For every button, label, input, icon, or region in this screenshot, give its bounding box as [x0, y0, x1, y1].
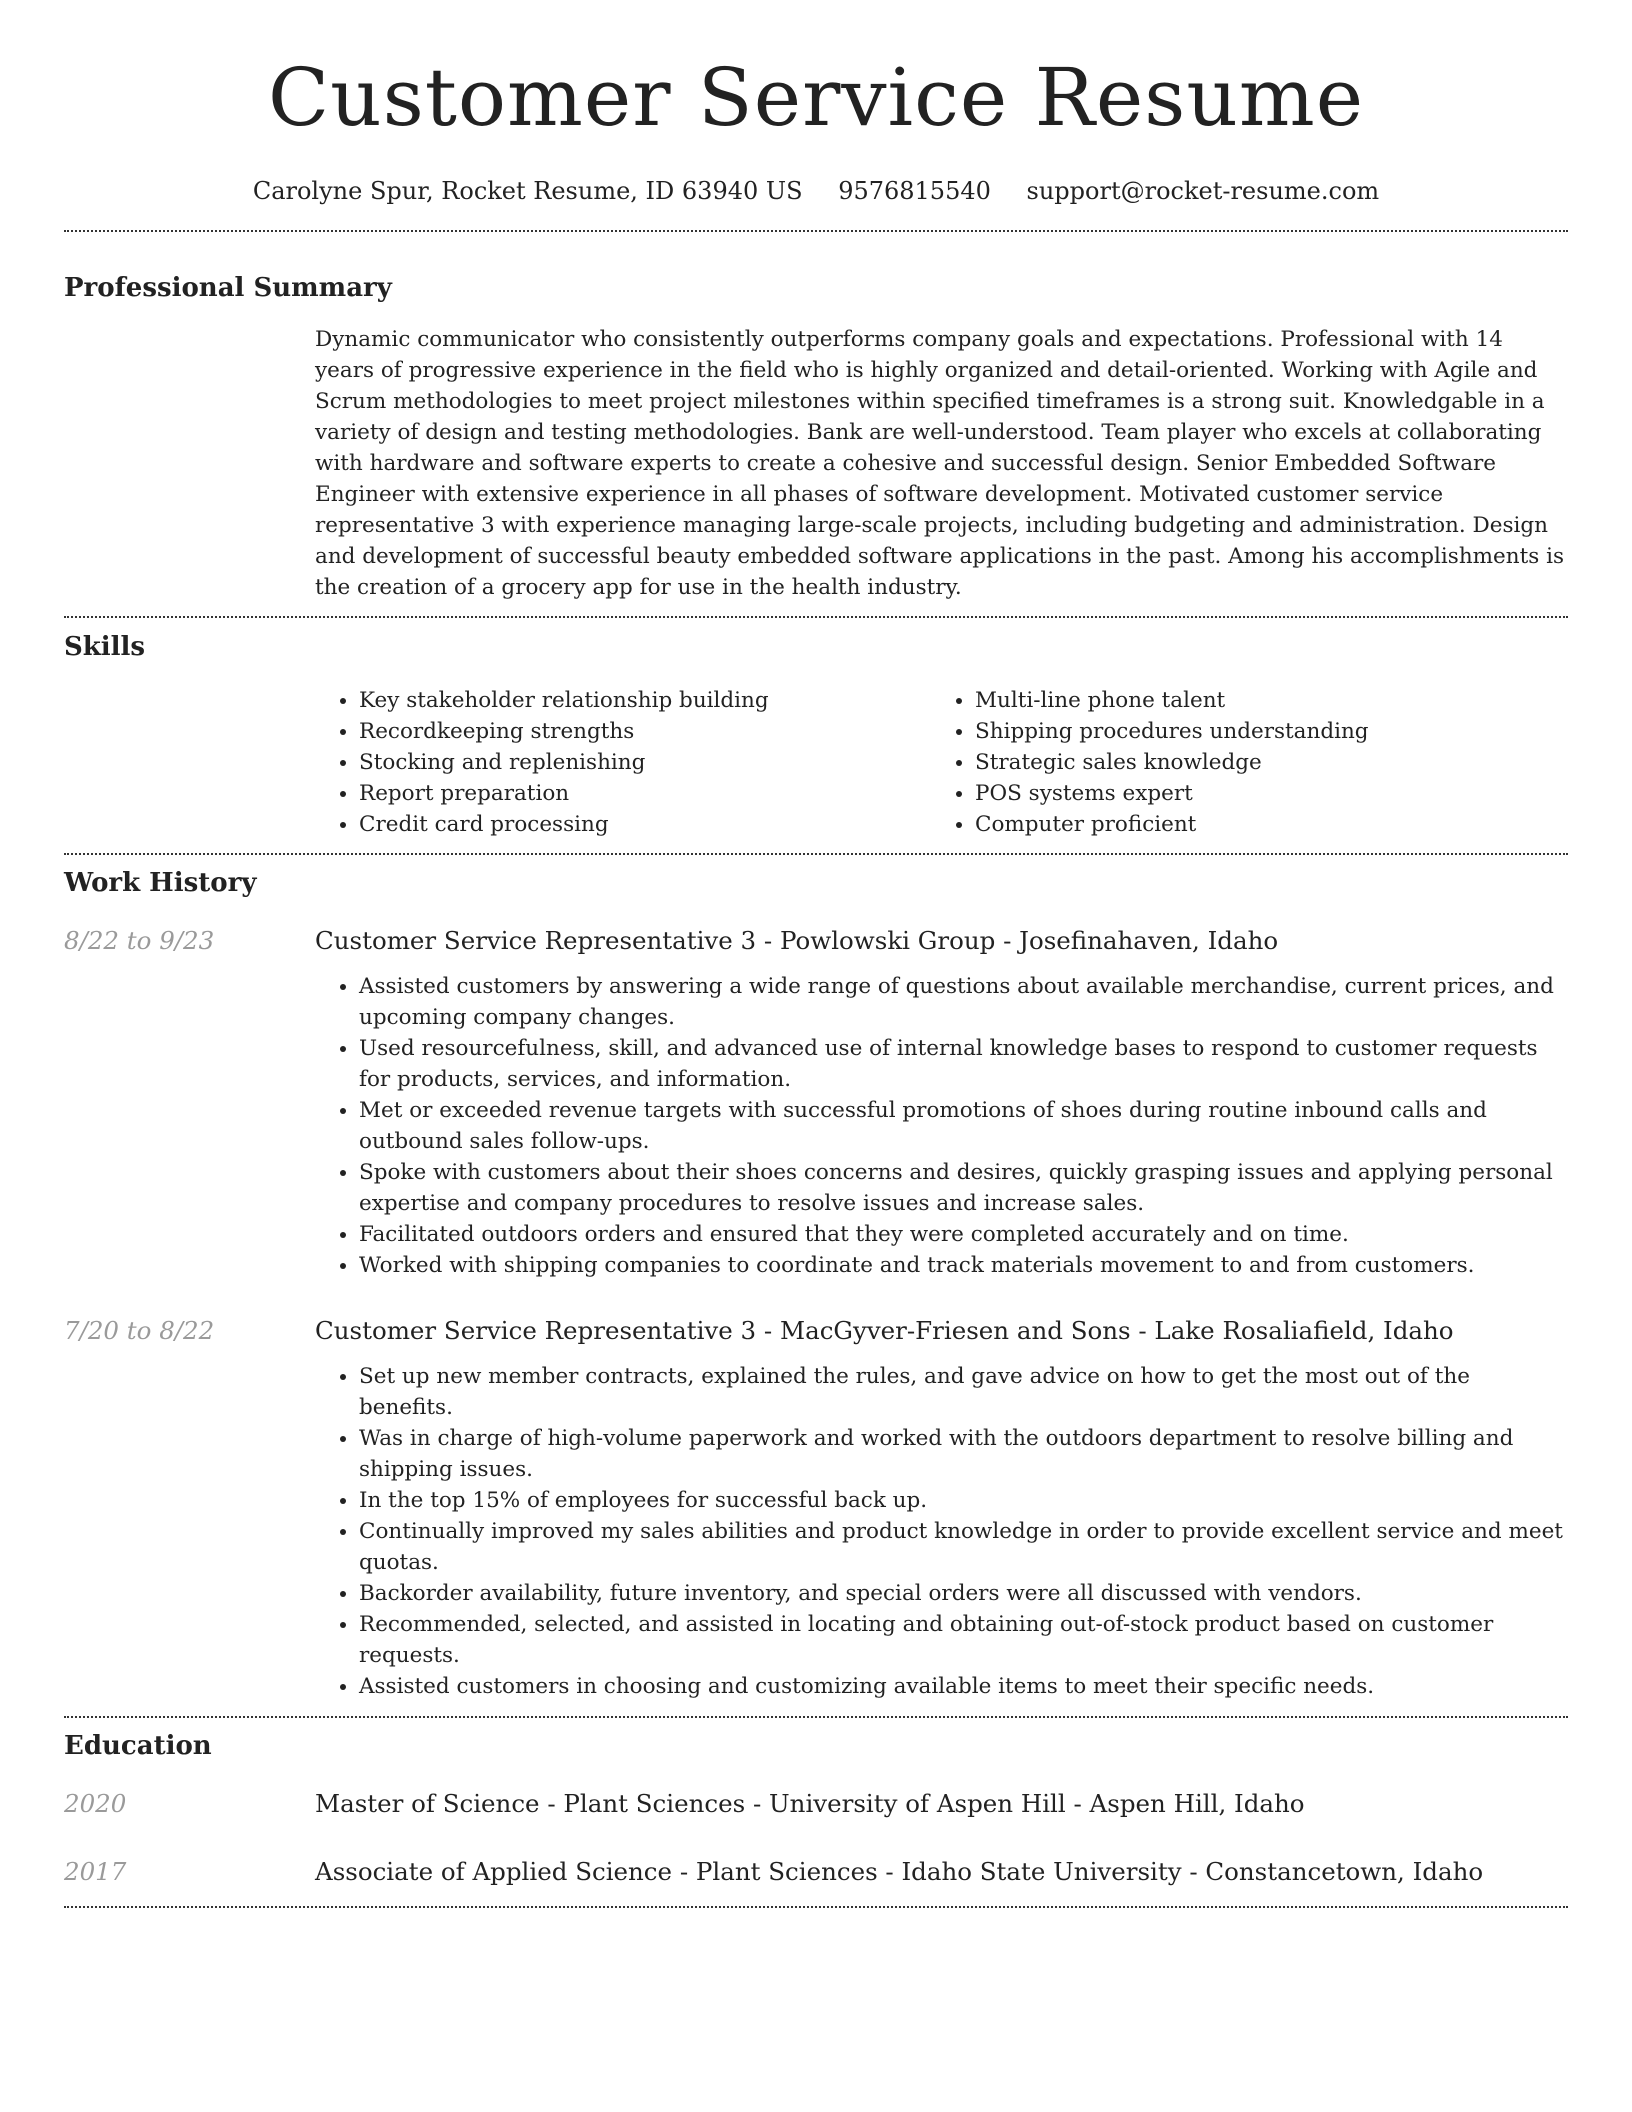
job-bullet: • Spoke with customers about their shoes concerns and desires, quickly grasping issues and applying personal expertise and company procedures to resolve issues and increase sales.	[359, 1157, 1568, 1219]
contact-line	[64, 176, 1568, 206]
summary-text: Dynamic communicator who consistently outperforms company goals and expectations. Professional with 14 years of progressive experience in the field who is highly organized and detail-oriented. Working with Agile and Scrum methodologies to meet project milestones within specified timeframes is a strong suit. Knowledgable in a variety of design and testing methodologies. Bank are well-understood. Team player who excels at collaborating with hardware and software experts to create a cohesive and successful design. Senior Embedded Software Engineer with extensive experience in all phases of software development. Motivated customer service representative 3 with experience managing large-scale projects, including budgeting and administration. Design and development of successful beauty embedded software applications in the past. Among his accomplishments is the creation of a grocery app for use in the health industry.	[315, 327, 1565, 600]
summary-section	[315, 324, 1568, 603]
summary-heading: Professional Summary	[64, 273, 392, 303]
education-entry	[64, 1856, 1568, 1888]
divider	[64, 230, 1568, 232]
job-title: Customer Service Representative 3 - MacGyver-Friesen and Sons - Lake Rosaliafield, Idaho	[315, 1316, 1454, 1345]
divider	[64, 853, 1568, 855]
skills-heading: Skills	[64, 632, 146, 662]
divider	[64, 1716, 1568, 1718]
job-bullet: • Met or exceeded revenue targets with successful promotions of shoes during routine inbound calls and outbound sales follow-ups.	[359, 1095, 1568, 1157]
job-bullet: • Facilitated outdoors orders and ensured that they were completed accurately and on time.	[359, 1219, 1568, 1250]
job-bullet: • Set up new member contracts, explained the rules, and gave advice on how to get the most out of the benefits.	[359, 1361, 1568, 1423]
job-bullets	[315, 1361, 1568, 1702]
job-entry	[64, 1315, 1568, 1702]
education-heading: Education	[64, 1731, 212, 1761]
skill-item: • Recordkeeping strengths	[359, 716, 931, 747]
job-title: Customer Service Representative 3 - Powlowski Group - Josefinahaven, Idaho	[315, 926, 1279, 955]
job-bullet: • Assisted customers in choosing and customizing available items to meet their specific needs.	[359, 1671, 1568, 1702]
resume-page	[64, 0, 1568, 1908]
contact-address: Carolyne Spur, Rocket Resume, ID 63940 US	[252, 177, 803, 205]
job-bullet: • Used resourcefulness, skill, and advanced use of internal knowledge bases to respond to customer requests for products, services, and information.	[359, 1033, 1568, 1095]
divider	[64, 1906, 1568, 1908]
job-bullet: • In the top 15% of employees for successful back up.	[359, 1485, 1568, 1516]
education-degree: Master of Science - Plant Sciences - University of Aspen Hill - Aspen Hill, Idaho	[315, 1789, 1305, 1818]
job-bullet: • Was in charge of high-volume paperwork and worked with the outdoors department to resolve billing and shipping issues.	[359, 1423, 1568, 1485]
job-bullet: • Continually improved my sales abilities and product knowledge in order to provide excellent service and meet quotas.	[359, 1516, 1568, 1578]
skill-item: • Report preparation	[359, 778, 931, 809]
work-heading: Work History	[64, 868, 257, 898]
resume-title: Customer Service Resume	[267, 51, 1365, 144]
job-bullet: • Assisted customers by answering a wide range of questions about available merchandise, current prices, and upcoming company changes.	[359, 971, 1568, 1033]
education-year: 2020	[64, 1789, 127, 1818]
job-entry	[64, 925, 1568, 1281]
skill-item: • Strategic sales knowledge	[975, 747, 1547, 778]
skill-item: • Key stakeholder relationship building	[359, 685, 931, 716]
education-degree: Associate of Applied Science - Plant Sciences - Idaho State University - Constancetown, Idaho	[315, 1857, 1484, 1886]
skill-item: • Multi-line phone talent	[975, 685, 1547, 716]
skills-column-right	[931, 685, 1547, 840]
education-entry	[64, 1788, 1568, 1820]
skill-item: • POS systems expert	[975, 778, 1547, 809]
skill-item: • Computer proficient	[975, 809, 1547, 840]
skills-list	[315, 685, 1568, 840]
job-bullet: • Backorder availability, future inventory, and special orders were all discussed with vendors.	[359, 1578, 1568, 1609]
job-dates: 7/20 to 8/22	[64, 1316, 215, 1345]
skill-item: • Stocking and replenishing	[359, 747, 931, 778]
education-year: 2017	[64, 1857, 127, 1886]
job-bullets	[315, 971, 1568, 1281]
contact-phone: 9576815540	[838, 177, 991, 205]
skill-item: • Shipping procedures understanding	[975, 716, 1547, 747]
job-bullet: • Worked with shipping companies to coordinate and track materials movement to and from customers.	[359, 1250, 1568, 1281]
divider	[64, 616, 1568, 618]
skills-column-left	[315, 685, 931, 840]
job-dates: 8/22 to 9/23	[64, 926, 215, 955]
job-bullet: • Recommended, selected, and assisted in locating and obtaining out-of-stock product based on customer requests.	[359, 1609, 1568, 1671]
contact-email: support@rocket-resume.com	[1026, 177, 1380, 205]
skill-item: • Credit card processing	[359, 809, 931, 840]
